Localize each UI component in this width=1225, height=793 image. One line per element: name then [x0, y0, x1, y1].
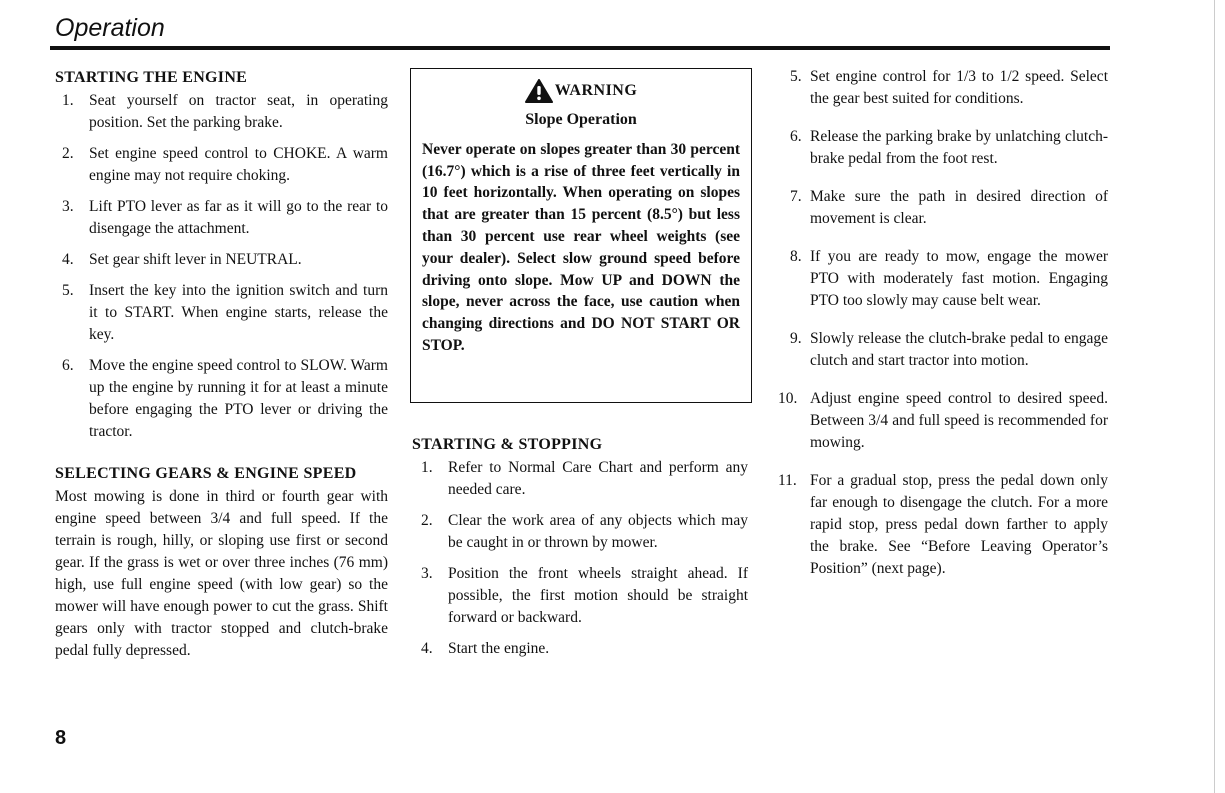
- step-number: 3.: [421, 565, 433, 582]
- step-number: 3.: [62, 198, 74, 215]
- section-heading-starting-stopping: STARTING & STOPPING: [412, 436, 603, 453]
- list-item: [421, 563, 748, 629]
- starting-stopping-steps-a: [412, 457, 748, 660]
- step-number: 2.: [62, 145, 74, 162]
- warning-label: WARNING: [554, 82, 638, 100]
- warning-triangle-icon: [525, 79, 553, 103]
- step-text: Release the parking brake by unlatching clutch-brake pedal from the foot rest.: [810, 128, 1108, 167]
- step-text: For a gradual stop, press the pedal down only far enough to disengage the clutch. For a more rapid stop, press pedal down farther to apply the brake. See “Before Leaving Operator’s Position” (next page).: [810, 472, 1108, 577]
- list-item: [62, 355, 388, 443]
- step-text: If you are ready to mow, engage the mower PTO with moderately fast motion. Engaging PTO too slowly may cause belt wear.: [810, 248, 1108, 309]
- warning-body: Never operate on slopes greater than 30 percent (16.7°) which is a rise of three feet vertically in 10 feet horizontally. When operating on slopes that are greater than 15 percent (8.5°) but less than 30 percent use rear wheel weights (see your dealer). Select slow ground speed before driving onto slope. Mow UP and DOWN the slope, never across the face, use caution when changing directions and DO NOT START OR STOP.: [422, 140, 740, 354]
- step-number: 6.: [790, 128, 802, 145]
- list-item: [421, 457, 748, 501]
- step-number: 7.: [790, 188, 802, 205]
- step-text: Lift PTO lever as far as it will go to the rear to disengage the attachment.: [89, 198, 388, 237]
- step-text: Seat yourself on tractor seat, in operating position. Set the parking brake.: [89, 92, 388, 131]
- step-text: Position the front wheels straight ahead. If possible, the first motion should be straight forward or backward.: [448, 565, 748, 626]
- step-text: Insert the key into the ignition switch and turn it to START. When engine starts, release the key.: [89, 282, 388, 343]
- step-text: Adjust engine speed control to desired speed. Between 3/4 and full speed is recommended for mowing.: [810, 390, 1108, 451]
- list-item: [421, 510, 748, 554]
- list-item: [778, 126, 1108, 170]
- list-item: [778, 470, 1108, 580]
- list-item: [62, 249, 388, 271]
- list-item: [62, 143, 388, 187]
- step-number: 5.: [62, 282, 74, 299]
- list-item: [62, 280, 388, 346]
- list-item: [778, 66, 1108, 110]
- step-number: 4.: [62, 251, 74, 268]
- list-item: [778, 246, 1108, 312]
- page-title: Operation: [55, 14, 165, 42]
- page-number: 8: [55, 727, 67, 749]
- middle-column: [412, 434, 748, 669]
- step-text: Set engine speed control to CHOKE. A warm engine may not require choking.: [89, 145, 388, 184]
- step-number: 4.: [421, 640, 433, 657]
- step-text: Set engine control for 1/3 to 1/2 speed. Select the gear best suited for conditions.: [810, 68, 1108, 107]
- section-heading-selecting-gears: SELECTING GEARS & ENGINE SPEED: [55, 465, 357, 482]
- list-item: [421, 638, 748, 660]
- step-number: 11.: [778, 472, 797, 489]
- starting-stopping-steps-b: [778, 66, 1108, 580]
- header-rule: [50, 46, 1110, 50]
- step-number: 10.: [778, 390, 798, 407]
- step-text: Make sure the path in desired direction of movement is clear.: [810, 188, 1108, 227]
- list-item: [62, 196, 388, 240]
- page-edge: [1214, 0, 1215, 793]
- selecting-gears-body: Most mowing is done in third or fourth gear with engine speed between 3/4 and full speed. If the terrain is rough, hilly, or sloping use first or second gear. If the grass is wet or over three inches (76 mm) high, use full engine speed (with low gear) so the mower will have enough power to cut the grass. Shift gears only with tractor stopped and clutch-brake pedal fully depressed.: [55, 488, 388, 659]
- warning-box: [410, 68, 752, 403]
- step-number: 1.: [62, 92, 74, 109]
- step-text: Set gear shift lever in NEUTRAL.: [89, 251, 302, 268]
- step-text: Start the engine.: [448, 640, 550, 657]
- starting-engine-steps: [55, 90, 388, 443]
- step-number: 2.: [421, 512, 433, 529]
- step-number: 6.: [62, 357, 74, 374]
- list-item: [778, 328, 1108, 372]
- right-column: [778, 66, 1108, 596]
- step-number: 8.: [790, 248, 802, 265]
- step-text: Refer to Normal Care Chart and perform any needed care.: [448, 459, 748, 498]
- list-item: [778, 186, 1108, 230]
- left-column: [55, 67, 388, 662]
- step-number: 1.: [421, 459, 433, 476]
- warning-title: [422, 79, 740, 103]
- step-text: Slowly release the clutch-brake pedal to engage clutch and start tractor into motion.: [810, 330, 1108, 369]
- step-number: 9.: [790, 330, 802, 347]
- list-item: [62, 90, 388, 134]
- step-number: 5.: [790, 68, 802, 85]
- step-text: Clear the work area of any objects which may be caught in or thrown by mower.: [448, 512, 748, 551]
- list-item: [778, 388, 1108, 454]
- warning-subtitle: Slope Operation: [525, 111, 637, 128]
- section-heading-starting-engine: STARTING THE ENGINE: [55, 69, 248, 86]
- step-text: Move the engine speed control to SLOW. Warm up the engine by running it for at least a minute before engaging the PTO lever or driving the tractor.: [89, 357, 388, 440]
